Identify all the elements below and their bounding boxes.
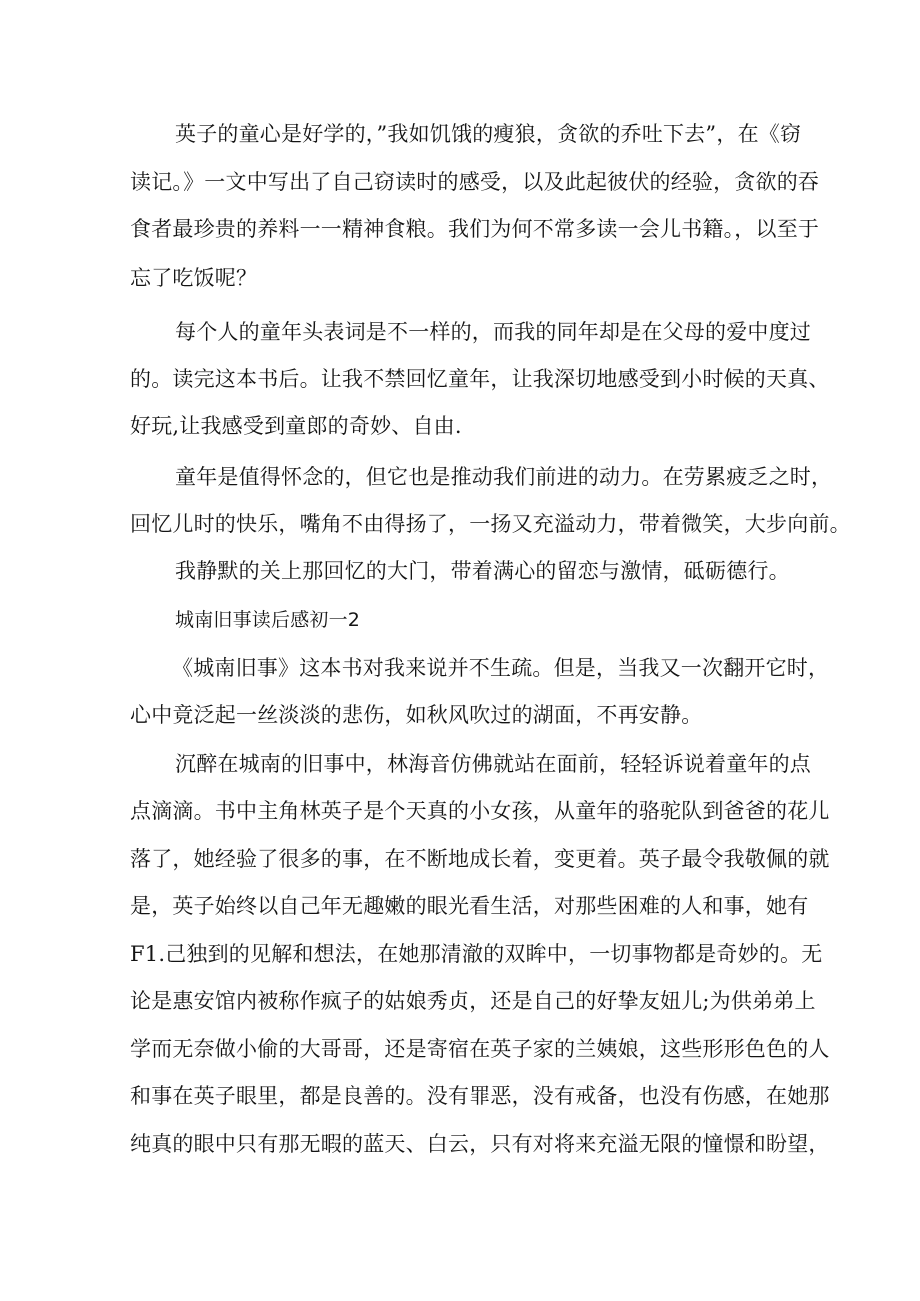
paragraph-6-line-1: 沉醉在城南的旧事中，林海音仿佛就站在面前，轻轻诉说着童年的点 bbox=[175, 752, 811, 776]
paragraph-2-line-1: 每个人的童年头表词是不一样的，而我的同年却是在父母的爱中度过 bbox=[175, 320, 811, 344]
paragraph-1-line-1: 英子的童心是好学的，”我如饥饿的瘦狼，贪欲的乔吐下去”，在《窃 bbox=[175, 122, 802, 146]
paragraph-1-line-3: 食者最珍贵的养料一一精神食粮。我们为何不常多读一会儿书籍。，以至于 bbox=[130, 217, 820, 241]
paragraph-3-line-2: 回忆儿时的快乐，嘴角不由得扬了，一扬又充溢动力，带着微笑，大步向前。 bbox=[130, 512, 851, 536]
paragraph-5-line-1: 《城南旧事》这本书对我来说并不生疏。但是，当我又一次翻开它时， bbox=[172, 656, 830, 680]
paragraph-1-line-2: 读记。》一文中写出了自己窃读时的感受，以及此起彼伏的经验，贪欲的吞 bbox=[130, 170, 820, 194]
paragraph-6-line-2: 点滴滴。书中主角林英子是个天真的小女孩，从童年的骆驼队到爸爸的花儿 bbox=[130, 799, 830, 823]
paragraph-5-line-2: 心中竟泛起一丝淡淡的悲伤，如秋风吹过的湖面，不再安静。 bbox=[130, 703, 703, 727]
paragraph-6-line-4: 是，英子始终以自己年无趣嫩的眼光看生活，对那些困难的人和事，她有 bbox=[130, 894, 809, 918]
paragraph-6-line-9: 纯真的眼中只有那无暇的蓝天、白云，只有对将来充溢无限的憧憬和盼望， bbox=[130, 1132, 830, 1156]
paragraph-6-line-7: 学而无奈做小偷的大哥哥，还是寄宿在英子家的兰姨娘，这些形形色色的人 bbox=[130, 1037, 830, 1061]
paragraph-6-line-5: F1.己独到的见解和想法，在她那清澈的双眸中，一切事物都是奇妙的。无 bbox=[130, 942, 823, 966]
section-heading: 城南旧事读后感初一2 bbox=[175, 609, 361, 631]
paragraph-6-line-3: 落了，她经验了很多的事，在不断地成长着，变更着。英子最令我敬佩的就 bbox=[130, 847, 830, 871]
paragraph-2-line-2: 的。读完这本书后。让我不禁回忆童年，让我深切地感受到小时候的天真、 bbox=[130, 367, 830, 391]
paragraph-4-line-1: 我静默的关上那回忆的大门，带着满心的留恋与激情，砥砺德行。 bbox=[175, 559, 790, 583]
paragraph-1-line-4: 忘了吃饭呢？ bbox=[130, 266, 258, 290]
paragraph-6-line-6: 论是惠安馆内被称作疯子的姑娘秀贞，还是自己的好挚友妞儿;为供弟弟上 bbox=[130, 989, 816, 1013]
paragraph-6-line-8: 和事在英子眼里，都是良善的。没有罪恶，没有戒备，也没有伤感，在她那 bbox=[130, 1084, 830, 1108]
paragraph-2-line-3: 好玩,让我感受到童郎的奇妙、自由. bbox=[130, 414, 462, 438]
paragraph-3-line-1: 童年是值得怀念的，但它也是推动我们前进的动力。在劳累疲乏之时， bbox=[175, 465, 833, 489]
